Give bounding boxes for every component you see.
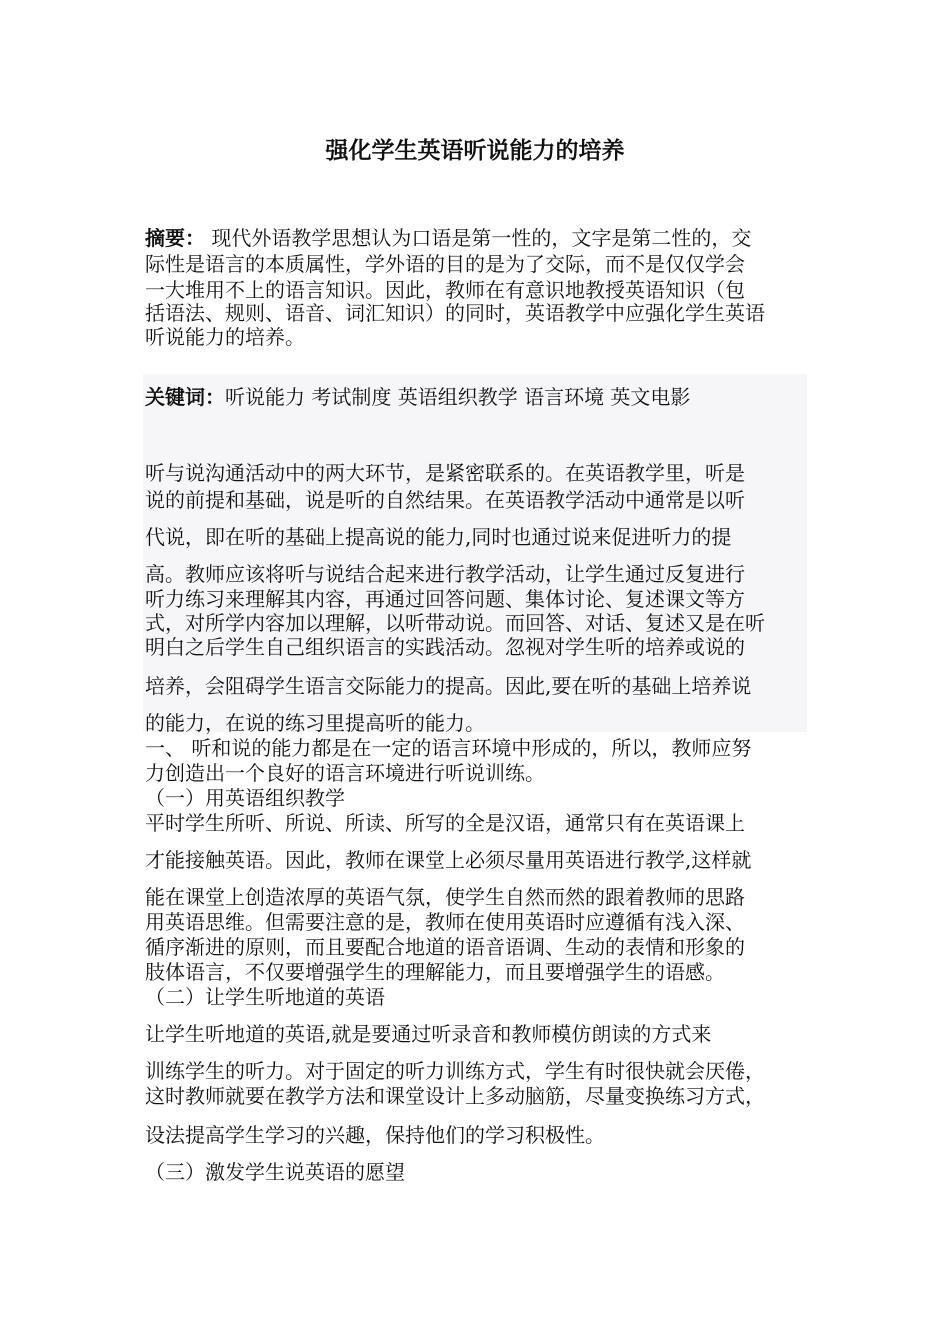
body-line: 听力练习来理解其内容，再通过回答问题、集体讨论、复述课文等方	[145, 587, 745, 611]
abstract-line: 一大堆用不上的语言知识。因此，教师在有意识地教授英语知识（包	[145, 278, 745, 302]
body-line: 明白之后学生自己组织语言的实践活动。忽视对学生听的培养或说的	[145, 635, 745, 659]
subsection-heading: （一）用英语组织教学	[145, 786, 345, 810]
abstract-text: 现代外语教学思想认为口语是第一性的，文字是第二性的，交	[205, 226, 752, 250]
body-line: 说的前提和基础，说是听的自然结果。在英语教学活动中通常是以听	[145, 488, 745, 512]
subsection-heading: （三）激发学生说英语的愿望	[145, 1160, 405, 1184]
abstract-line: 听说能力的培养。	[145, 325, 305, 349]
body-line: 循序渐进的原则，而且要配合地道的语音语调、生动的表情和形象的	[145, 935, 745, 959]
body-line: 式，对所学内容加以理解，以听带动说。而回答、对话、复述又是在听	[145, 611, 765, 635]
body-line: 肢体语言，不仅要增强学生的理解能力，而且要增强学生的语感。	[145, 960, 725, 984]
body-line: 让学生听地道的英语,就是要通过听录音和教师模仿朗读的方式来	[145, 1022, 712, 1046]
abstract-line: 括语法、规则、语音、词汇知识）的同时，英语教学中应强化学生英语	[145, 301, 765, 325]
abstract-line	[145, 225, 751, 251]
abstract-label: 摘要：	[145, 226, 205, 250]
section-heading: 一、 听和说的能力都是在一定的语言环境中形成的，所以，教师应努	[145, 736, 752, 760]
body-line: 用英语思维。但需要注意的是，教师在使用英语时应遵循有浅入深、	[145, 910, 745, 934]
body-line: 平时学生所听、所说、所读、所写的全是汉语，通常只有在英语课上	[145, 811, 745, 835]
body-line: 训练学生的听力。对于固定的听力训练方式，学生有时很快就会厌倦，	[145, 1059, 765, 1083]
keywords-label: 关键词：	[145, 385, 225, 409]
body-line: 高。教师应该将听与说结合起来进行教学活动，让学生通过反复进行	[145, 562, 745, 586]
keywords-line	[145, 384, 690, 410]
body-line: 力创造出一个良好的语言环境进行听说训练。	[145, 761, 545, 785]
document-title: 强化学生英语听说能力的培养	[325, 137, 625, 164]
abstract-line: 际性是语言的本质属性，学外语的目的是为了交际，而不是仅仅学会	[145, 252, 745, 276]
body-line: 听与说沟通活动中的两大环节，是紧密联系的。在英语教学里，听是	[145, 461, 745, 485]
body-line: 设法提高学生学习的兴趣，保持他们的学习积极性。	[145, 1123, 605, 1147]
keywords-text: 听说能力 考试制度 英语组织教学 语言环境 英文电影	[225, 385, 691, 409]
body-line: 能在课堂上创造浓厚的英语气氛，使学生自然而然的跟着教师的思路	[145, 885, 745, 909]
body-line: 培养，会阻碍学生语言交际能力的提高。因此,要在听的基础上培养说	[145, 674, 752, 698]
subsection-heading: （二）让学生听地道的英语	[145, 985, 385, 1009]
body-line: 这时教师就要在教学方法和课堂设计上多动脑筋，尽量变换练习方式，	[145, 1084, 765, 1108]
body-line: 代说，即在听的基础上提高说的能力,同时也通过说来促进听力的提	[145, 525, 732, 549]
body-line: 的能力，在说的练习里提高听的能力。	[145, 711, 485, 735]
body-line: 才能接触英语。因此，教师在课堂上必须尽量用英语进行教学,这样就	[145, 848, 752, 872]
